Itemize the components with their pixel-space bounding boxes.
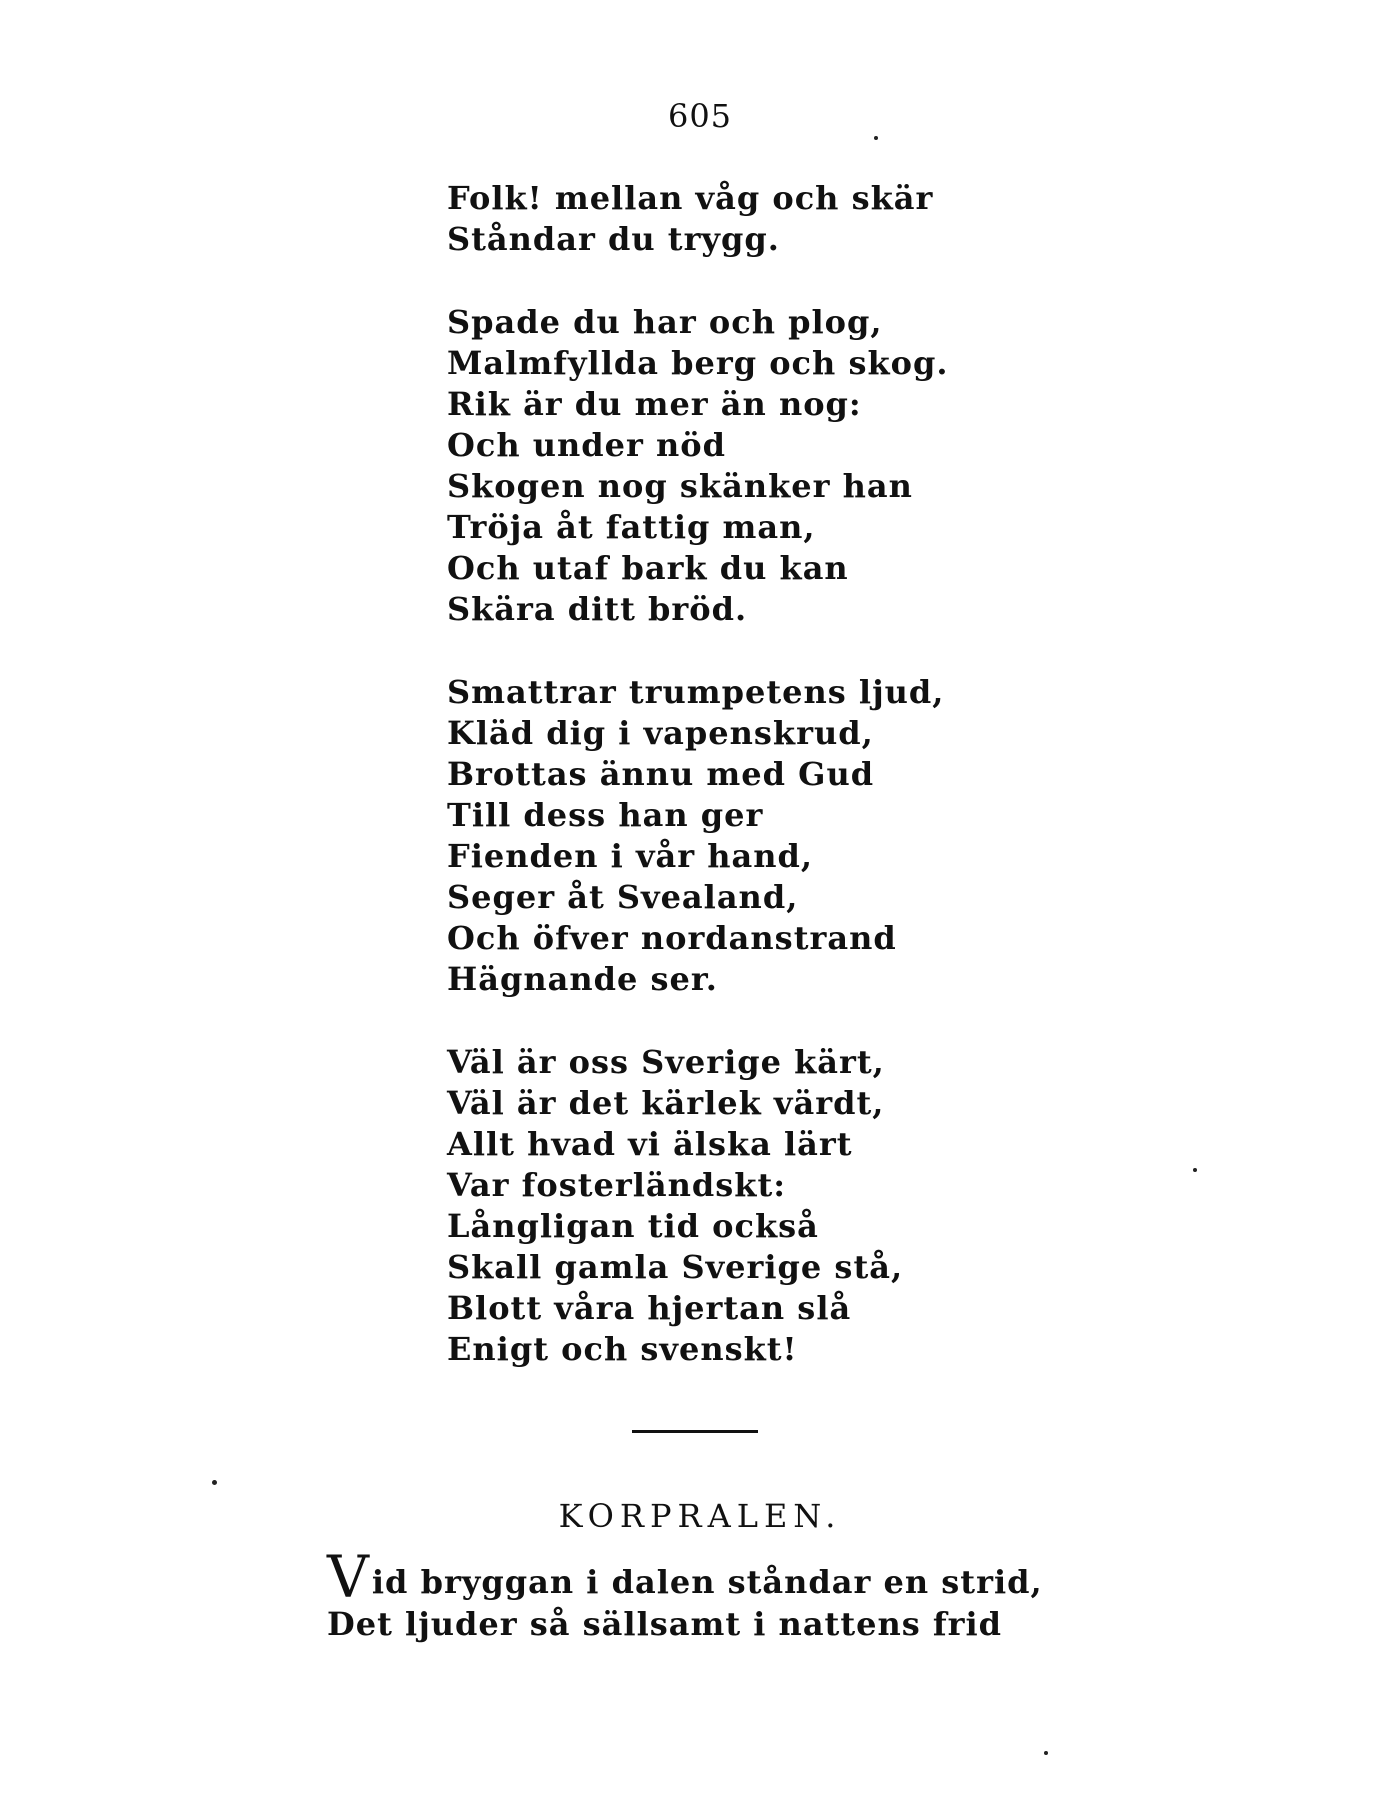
poem-line: Till dess han ger xyxy=(447,796,764,834)
poem-line: Och utaf bark du kan xyxy=(447,549,849,587)
poem-line: Väl är oss Sverige kärt, xyxy=(447,1043,885,1081)
poem-line: Långligan tid också xyxy=(447,1207,819,1245)
page-number: 605 xyxy=(667,97,733,135)
poem-line: Skall gamla Sverige stå, xyxy=(447,1248,904,1286)
opening-line-2: Det ljuder så sällsamt i nattens frid xyxy=(327,1605,1003,1643)
poem-line: Enigt och svenskt! xyxy=(447,1330,798,1368)
poem-line: Seger åt Svealand, xyxy=(447,878,799,916)
poem-line: Skära ditt bröd. xyxy=(447,590,748,628)
poem-line: Skogen nog skänker han xyxy=(447,467,913,505)
section-divider xyxy=(632,1430,758,1433)
scan-speck xyxy=(1193,1168,1197,1172)
opening-line-1-text: id bryggan i dalen ståndar en strid, xyxy=(371,1563,1043,1601)
section-title: KORPRALEN. xyxy=(558,1497,842,1535)
opening-line-1 xyxy=(327,1543,1043,1611)
poem-body xyxy=(447,178,948,1412)
poem-line: Väl är det kärlek värdt, xyxy=(447,1084,885,1122)
poem-line: Ståndar du trygg. xyxy=(447,220,780,258)
poem-line: Rik är du mer än nog: xyxy=(447,385,862,423)
scan-speck xyxy=(212,1480,217,1485)
poem-line: Brottas ännu med Gud xyxy=(447,755,875,793)
stanza xyxy=(447,1042,948,1370)
poem-line: Tröja åt fattig man, xyxy=(447,508,816,546)
scan-speck xyxy=(874,136,878,140)
poem-line: Smattrar trumpetens ljud, xyxy=(447,673,945,711)
poem-line: Spade du har och plog, xyxy=(447,303,883,341)
poem-line: Fienden i vår hand, xyxy=(447,837,814,875)
scan-speck xyxy=(1044,1751,1048,1755)
poem-line: Folk! mellan våg och skär xyxy=(447,179,934,217)
poem-line: Malmfyllda berg och skog. xyxy=(447,344,949,382)
poem-line: Och öfver nordanstrand xyxy=(447,919,897,957)
poem-line: Allt hvad vi älska lärt xyxy=(447,1125,853,1163)
drop-cap: V xyxy=(327,1543,370,1611)
poem-line: Blott våra hjertan slå xyxy=(447,1289,852,1327)
poem-line: Och under nöd xyxy=(447,426,727,464)
stanza xyxy=(447,672,948,1000)
stanza xyxy=(447,302,948,630)
poem-line: Var fosterländskt: xyxy=(447,1166,787,1204)
opening-verse xyxy=(327,1543,1043,1645)
poem-line: Hägnande ser. xyxy=(447,960,718,998)
stanza xyxy=(447,178,948,260)
poem-line: Kläd dig i vapenskrud, xyxy=(447,714,874,752)
